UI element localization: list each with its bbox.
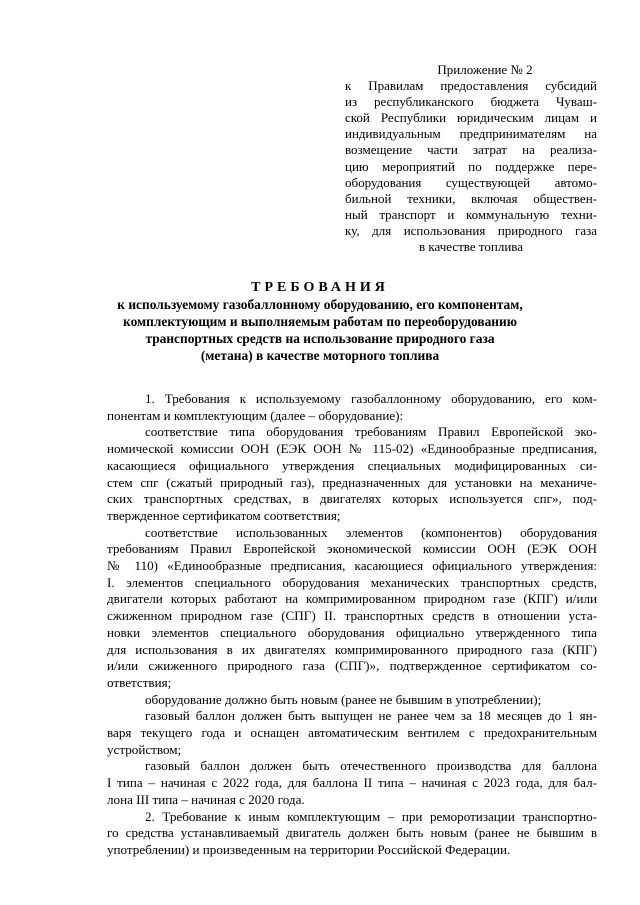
body-line: варя текущего года и оснащен автоматическим вентилем с предохранительным: [107, 725, 597, 741]
annex-line: к Правилам предоставления субсидий: [345, 78, 597, 94]
annex-line: индивидуальным предпринимателям на: [345, 126, 597, 142]
body-line: го средства устанавливаемый двигатель должен быть новым (ранее не бывшим в: [107, 825, 597, 841]
annex-line: ный транспорт и коммунальную техни-: [345, 206, 597, 222]
body-line: употреблении) и произведенным на территории Российской Федерации.: [107, 841, 511, 857]
body-line: твержденное сертификатом соответствия;: [107, 507, 341, 523]
document-title: ТРЕБОВАНИЯ: [251, 280, 389, 295]
body-line: и/или сжиженного природного газа (СПГ)», подтвержденное сертификатом со-: [107, 658, 597, 674]
body-line: I типа – начиная с 2022 года, для баллона II типа – начиная с 2023 года, для бал-: [107, 775, 597, 791]
body-line: оборудование должно быть новым (ранее не бывшим в употреблении);: [145, 691, 542, 707]
annex-header: [345, 62, 597, 255]
body-line: ответствия;: [107, 674, 172, 690]
subtitle-line: (метана) в качестве моторного топлива: [200, 348, 440, 363]
annex-line: из республиканского бюджета Чуваш-: [345, 94, 597, 110]
subtitle-line: комплектующим и выполняемым работам по переоборудованию: [123, 314, 517, 329]
body-line: I. элементов специального оборудования механических транспортных средств,: [107, 574, 597, 590]
annex-line: цию мероприятий по поддержке пере-: [345, 158, 597, 174]
document-subtitle: [100, 296, 540, 364]
subtitle-line: транспортных средств на использование природного газа: [145, 331, 495, 346]
body-line: устройством;: [107, 741, 182, 757]
annex-line: ку, для использования природного газа: [345, 222, 597, 238]
body-line: ских транспортных средствах, в двигателях которых используется спг», под-: [107, 491, 597, 507]
body-line: стем спг (сжатый природный газ), предназначенных для установки на механиче-: [107, 474, 597, 490]
body-line: 1. Требования к используемому газобаллонному оборудованию, его ком-: [145, 391, 597, 406]
subtitle-line: к используемому газобаллонному оборудованию, его компонентам,: [117, 297, 523, 312]
body-line: соответствие типа оборудования требованиям Правил Европейской эко-: [145, 424, 597, 440]
body-line: № 110) «Единообразные предписания, касающиеся официального утверждения:: [107, 558, 597, 574]
body-line: двигатели которых работают на компримированном природном газе (КПГ) и/или: [107, 591, 597, 607]
body-line: газовый баллон должен быть отечественного производства для баллона: [145, 758, 597, 774]
body-line: касающиеся официального утверждения специальных модифицированных си-: [107, 457, 597, 473]
body-line: лона III типа – начиная с 2020 года.: [107, 791, 305, 807]
annex-line: ской Республики юридическим лицам и: [345, 110, 597, 126]
annex-line: оборудования существующей автомо-: [345, 174, 597, 190]
body-line: сжиженном природном газе (СПГ) II. транспортных средств в отношении уста-: [107, 608, 597, 624]
body-line: номической комиссии ООН (ЕЭК ООН № 115-02) «Единообразные предписания,: [107, 441, 597, 457]
body-line: новки элементов специального оборудования официально утвержденного типа: [107, 624, 597, 640]
body-line: требованиям Правил Европейской экономической комиссии ООН (ЕЭК ООН: [107, 541, 597, 557]
document-body: [107, 391, 597, 859]
annex-line: бильной техники, включая обществен-: [345, 190, 597, 206]
body-line: 2. Требование к иным комплектующим – при реморотизации транспортно-: [145, 808, 597, 824]
body-line: понентам и комплектующим (далее – оборудование):: [107, 407, 404, 423]
body-line: для использования в их двигателях компримированного природного газа (КПГ): [107, 641, 597, 657]
annex-number: Приложение № 2: [437, 62, 533, 77]
annex-line: возмещение части затрат на реализа-: [345, 142, 597, 158]
body-line: газовый баллон должен быть выпущен не ранее чем за 18 месяцев до 1 ян-: [145, 708, 597, 724]
annex-line: в качестве топлива: [418, 239, 524, 255]
body-line: соответствие использованных элементов (компонентов) оборудования: [145, 524, 597, 540]
